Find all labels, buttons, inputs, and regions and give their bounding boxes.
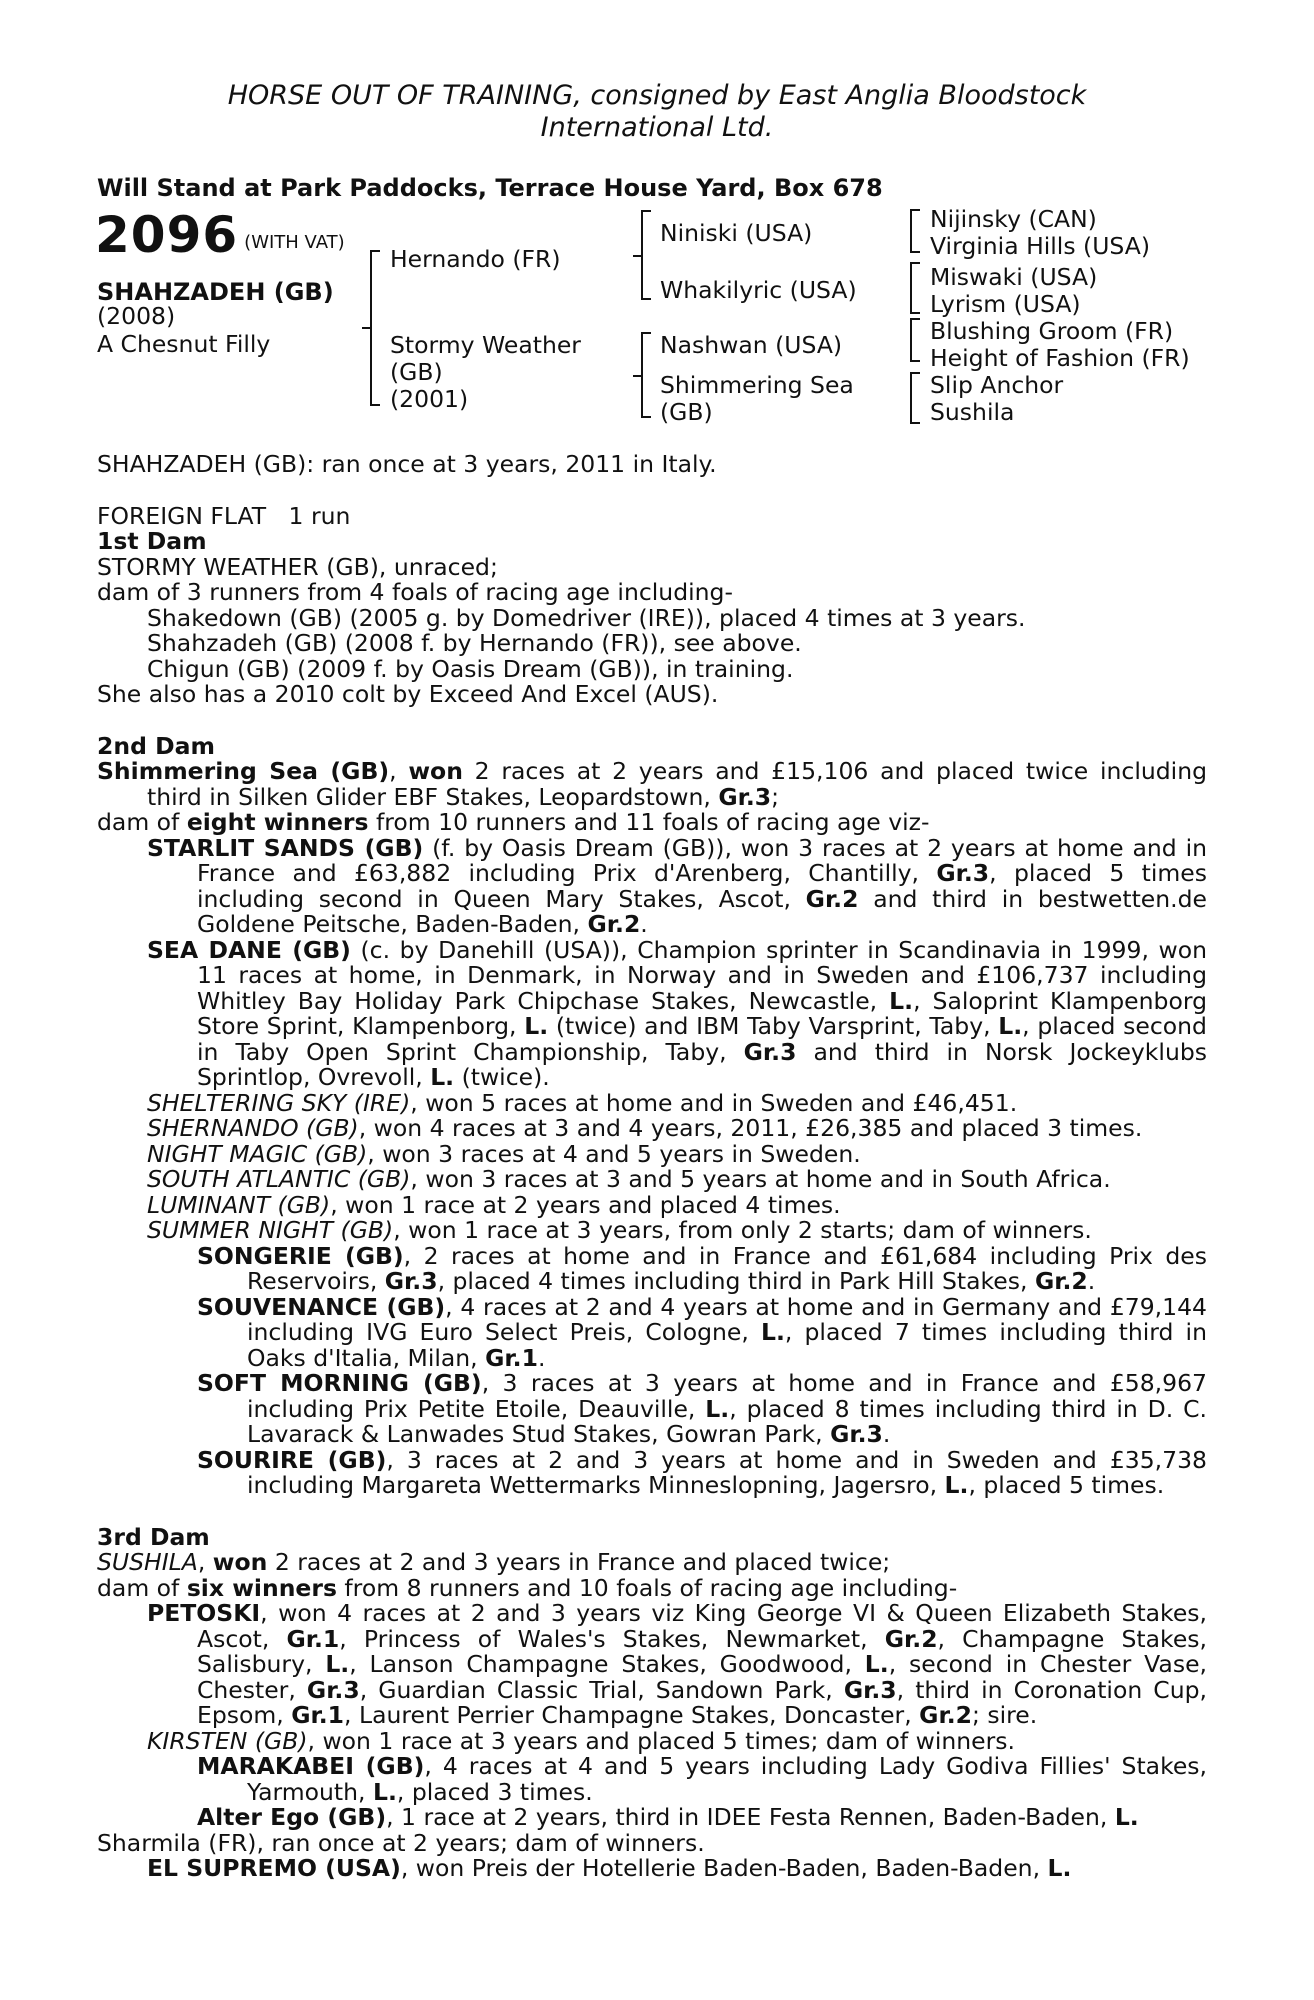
lot-number-line (95, 206, 345, 264)
consignor-line-1: HORSE OUT OF TRAINING, consigned by East Anglia Bloodstock (227, 80, 1087, 111)
pedigree-brace-ds (910, 318, 912, 362)
produce-sharmila: Sharmila (FR), ran once at 2 years; dam of winners. (97, 1828, 705, 1857)
pedigree-brace-dd (910, 372, 912, 424)
produce-sourire: SOURIRE (GB), 3 races at 2 and 3 years at home and in Sweden and £35,738 including Margareta Wettermarks Minneslopning, Jagersro, L., placed 5 times. (197, 1445, 1207, 1499)
first-dam-line: dam of 3 runners from 4 foals of racing age including- (97, 578, 733, 606)
dam-name-line-2: (GB) (390, 358, 443, 386)
first-dam-line: STORMY WEATHER (GB), unraced; (97, 552, 498, 581)
produce-luminant: LUMINANT (GB), won 1 race at 2 years and placed 4 times. (147, 1190, 841, 1219)
pedigree-dsd: Height of Fashion (FR) (930, 344, 1190, 372)
race-summary: SHAHZADEH (GB): ran once at 3 years, 2011 in Italy. (97, 450, 717, 478)
sire-dam: Whakilyric (USA) (660, 276, 857, 304)
produce-songerie: SONGERIE (GB), 2 races at home and in France and £61,684 including Prix des Reservoirs, Gr.3, placed 4 times including third in Park Hill Stakes, Gr.2. (197, 1241, 1207, 1295)
horse-description: A Chesnut Filly (97, 330, 271, 358)
foaling-year: (2008) (97, 302, 176, 330)
third-dam-record: SUSHILA, won 2 races at 2 and 3 years in France and placed twice; (97, 1548, 891, 1576)
produce-petoski: PETOSKI, won 4 races at 2 and 3 years viz King George VI & Queen Elizabeth Stakes, Ascot, Gr.1, Princess of Wales's Stakes, Newmarket, Gr.2, Champagne Stakes, Salisbury, L., Lanson Champagne Stakes, Goodwood, L., second in Chester Vase, Chester, Gr.3, Guardian Classic Trial, Sandown Park, Gr.3, third in Coronation Cup, Epsom, Gr.1, Laurent Perrier Champagne Stakes, Doncaster, Gr.2; sire. (147, 1599, 1208, 1729)
first-dam-produce: Chigun (GB) (2009 f. by Oasis Dream (GB)), in training. (147, 654, 794, 683)
produce-marakabei: MARAKABEI (GB), 4 races at 4 and 5 years including Lady Godiva Fillies' Stakes, Yarmouth, L., placed 3 times. (197, 1752, 1208, 1806)
pedigree-sss: Nijinsky (CAN) (930, 205, 1097, 233)
first-dam-heading: 1st Dam (97, 527, 207, 555)
pedigree-ssd: Virginia Hills (USA) (930, 232, 1151, 260)
second-dam-produce-summary: dam of eight winners from 10 runners and 11 foals of racing age viz- (97, 808, 930, 836)
stand-location: Will Stand at Park Paddocks, Terrace House Yard, Box 678 (97, 174, 883, 202)
produce-el-supremo: EL SUPREMO (USA), won Preis der Hotellerie Baden-Baden, Baden-Baden, L. (147, 1854, 1072, 1882)
pedigree-brace-sd (910, 262, 912, 314)
produce-sheltering-sky: SHELTERING SKY (IRE), won 5 races at home and in Sweden and £46,451. (147, 1088, 1018, 1117)
pedigree-ddd: Sushila (930, 398, 1015, 426)
pedigree-brace-nub (633, 375, 641, 377)
pedigree-brace-gen1 (370, 250, 372, 406)
pedigree-brace-nub (362, 327, 370, 329)
dam-year: (2001) (390, 385, 469, 413)
pedigree-dss: Blushing Groom (FR) (930, 317, 1174, 345)
produce-night-magic: NIGHT MAGIC (GB), won 3 races at 4 and 5 years in Sweden. (147, 1139, 861, 1168)
produce-summer-night: SUMMER NIGHT (GB), won 1 race at 3 years, from only 2 starts; dam of winners. (147, 1216, 1092, 1244)
produce-kirsten: KIRSTEN (GB), won 1 race at 3 years and placed 5 times; dam of winners. (147, 1726, 1016, 1755)
sire-name: Hernando (FR) (390, 245, 561, 273)
sire-sire: Niniski (USA) (660, 219, 813, 247)
consignor-line-2: International Ltd. (540, 112, 774, 143)
catalogue-body (97, 452, 1207, 1882)
produce-south-atlantic: SOUTH ATLANTIC (GB), won 3 races at 3 and 5 years at home and in South Africa. (147, 1165, 1111, 1193)
pedigree-brace-ss (910, 209, 912, 253)
pedigree-sdd: Lyrism (USA) (930, 290, 1081, 318)
first-dam-produce: Shahzadeh (GB) (2008 f. by Hernando (FR)), see above. (147, 629, 802, 657)
pedigree-brace-nub (633, 255, 641, 257)
dam-sire: Nashwan (USA) (660, 331, 843, 359)
second-dam-heading: 2nd Dam (97, 731, 215, 760)
pedigree-sds: Miswaki (USA) (930, 263, 1098, 291)
dam-dam-line-2: (GB) (660, 398, 713, 426)
produce-starlit-sands: STARLIT SANDS (GB) (f. by Oasis Dream (GB)), won 3 races at 2 years at home and in France and £63,882 including Prix d'Arenberg, Chantilly, Gr.3, placed 5 times including second in Queen Mary Stakes, Ascot, Gr.2 and third in bestwetten.de Goldene Peitsche, Baden-Baden, Gr.2. (147, 833, 1207, 938)
third-dam-produce-summary: dam of six winners from 8 runners and 10 foals of racing age including- (97, 1573, 958, 1602)
foreign-flat-runs: FOREIGN FLAT 1 run (97, 501, 351, 530)
lot-number: 2096 (95, 206, 239, 264)
dam-name-line-1: Stormy Weather (390, 331, 581, 359)
produce-soft-morning: SOFT MORNING (GB), 3 races at 3 years at home and in France and £58,967 including Prix Petite Etoile, Deauville, L., placed 8 times including third in D. C. Lavarack & Lanwades Stud Stakes, Gowran Park, Gr.3. (197, 1369, 1208, 1448)
pedigree-brace-dam (641, 332, 643, 418)
pedigree-dds: Slip Anchor (930, 371, 1064, 399)
produce-souvenance: SOUVENANCE (GB), 4 races at 2 and 4 years at home and in Germany and £79,144 including IVG Euro Select Preis, Cologne, L., placed 7 times including third in Oaks d'Italia, Milan, Gr.1. (197, 1292, 1207, 1372)
pedigree-brace-sire (641, 210, 643, 300)
third-dam-heading: 3rd Dam (97, 1522, 210, 1551)
produce-sea-dane: SEA DANE (GB) (c. by Danehill (USA)), Champion sprinter in Scandinavia in 1999, won 11 races at home, in Denmark, in Norway and in Sweden and £106,737 including Whitley Bay Holiday Park Chipchase Stakes, Newcastle, L., Saloprint Klampenborg Store Sprint, Klampenborg, L. (twice) and IBM Taby Varsprint, Taby, L., placed second in Taby Open Sprint Championship, Taby, Gr.3 and third in Norsk Jockeyklubs Sprintlop, Ovrevoll, L. (twice). (147, 935, 1208, 1091)
produce-shernando: SHERNANDO (GB), won 4 races at 3 and 4 years, 2011, £26,385 and placed 3 times. (147, 1114, 1143, 1142)
second-dam-record: Shimmering Sea (GB), won 2 races at 2 years and £15,106 and placed twice including third in Silken Glider EBF Stakes, Leopardstown, Gr.3; (97, 757, 1207, 811)
first-dam-line: She also has a 2010 colt by Exceed And Excel (AUS). (97, 680, 719, 708)
horse-name: SHAHZADEH (GB) (97, 278, 334, 306)
vat-note: (WITH VAT) (244, 232, 345, 253)
dam-dam-line-1: Shimmering Sea (660, 371, 854, 399)
first-dam-produce: Shakedown (GB) (2005 g. by Domedriver (IRE)), placed 4 times at 3 years. (147, 603, 1026, 632)
produce-alter-ego: Alter Ego (GB), 1 race at 2 years, third in IDEE Festa Rennen, Baden-Baden, L. (197, 1803, 1139, 1831)
